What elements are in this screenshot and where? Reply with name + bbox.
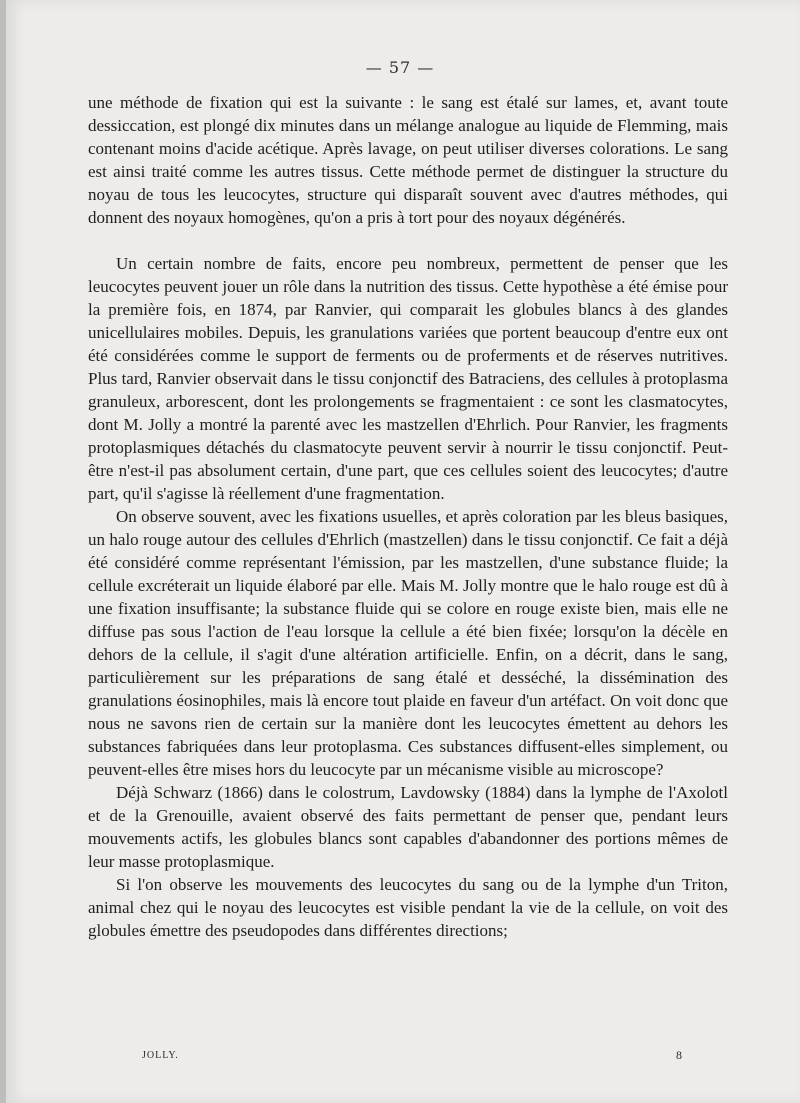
body-text — [88, 91, 728, 942]
paragraph-2: Un certain nombre de faits, encore peu nombreux, permettent de penser que les leucocytes peuvent jouer un rôle dans la nutrition des tissus. Cette hypothèse a été émise pour la première fois, en 1874, par Ranvier, qui comparait les globules blancs à des glandes unicellulaires mobiles. Depuis, les granulations variées que portent beaucoup d'entre eux ont été considérées comme le support de ferments ou de proferments et de réserves nutritives. Plus tard, Ranvier observait dans le tissu conjonctif des Batraciens, des cellules à protoplasma granuleux, arborescent, dont les prolongements se fragmentaient : ce sont les clasmatocytes, dont M. Jolly a montré la parenté avec les mastzellen d'Ehrlich. Pour Ranvier, les fragments protoplasmiques détachés du clasmatocyte peuvent servir à nourrir le tissu conjonctif. Peut-être n'est-il pas absolument certain, d'une part, que ces cellules soient des leucocytes; d'autre part, qu'il s'agisse là réellement d'une fragmentation. — [88, 254, 728, 503]
signature-number: 8 — [676, 1048, 682, 1062]
paragraph-1: une méthode de fixation qui est la suivante : le sang est étalé sur lames, et, avant toute dessiccation, est plongé dix minutes dans un mélange analogue au liquide de Flemming, mais contenant moins d'acide acétique. Après lavage, on peut utiliser diverses colorations. Le sang est ainsi traité comme les autres tissus. Cette méthode permet de distinguer la structure du noyau de tous les leucocytes, structure qui disparaît souvent avec d'autres méthodes, qui donnent des noyaux homogènes, qu'on a pris à tort pour des noyaux dégénérés. — [88, 93, 728, 227]
paragraph-3: On observe souvent, avec les fixations usuelles, et après coloration par les bleus basiques, un halo rouge autour des cellules d'Ehrlich (mastzellen) dans le tissu conjonctif. Ce fait a déjà été considéré comme représentant l'émission, par les mastzellen, d'une substance fluide; la cellule excréterait un liquide élaboré par elle. Mais M. Jolly montre que le halo rouge est dû à une fixation insuffisante; la substance fluide qui se colore en rouge existe bien, mais elle ne diffuse pas sous l'action de l'eau lorsque la cellule a été bien fixée; lorsqu'on la décèle en dehors de la cellule, il s'agit d'une altération artificielle. Enfin, on a décrit, dans le sang, particulièrement sur les préparations de sang étalé et desséché, la dissémination des granulations éosinophiles, mais là encore tout plaide en faveur d'un artéfact. On voit donc que nous ne savons rien de certain sur la manière dont les leucocytes émettent au dehors les substances fabriquées dans leur protoplasma. Ces substances diffusent-elles simplement, ou peuvent-elles être mises hors du leucocyte par un mécanisme visible au microscope? — [88, 507, 728, 779]
paragraph-4: Déjà Schwarz (1866) dans le colostrum, Lavdowsky (1884) dans la lymphe de l'Axolotl et de la Grenouille, avaient observé des faits permettant de penser que, pendant leurs mouvements actifs, les globules blancs sont capables d'abandonner des portions mêmes de leur masse protoplasmique. — [88, 783, 728, 871]
signature-mark: JOLLY. — [142, 1050, 179, 1061]
page-number: — 57 — — [365, 58, 435, 77]
paragraph-5: Si l'on observe les mouvements des leucocytes du sang ou de la lymphe d'un Triton, animal chez qui le noyau des leucocytes est visible pendant la vie de la cellule, on voit des globules émettre des pseudopodes dans différentes directions; — [88, 875, 728, 940]
